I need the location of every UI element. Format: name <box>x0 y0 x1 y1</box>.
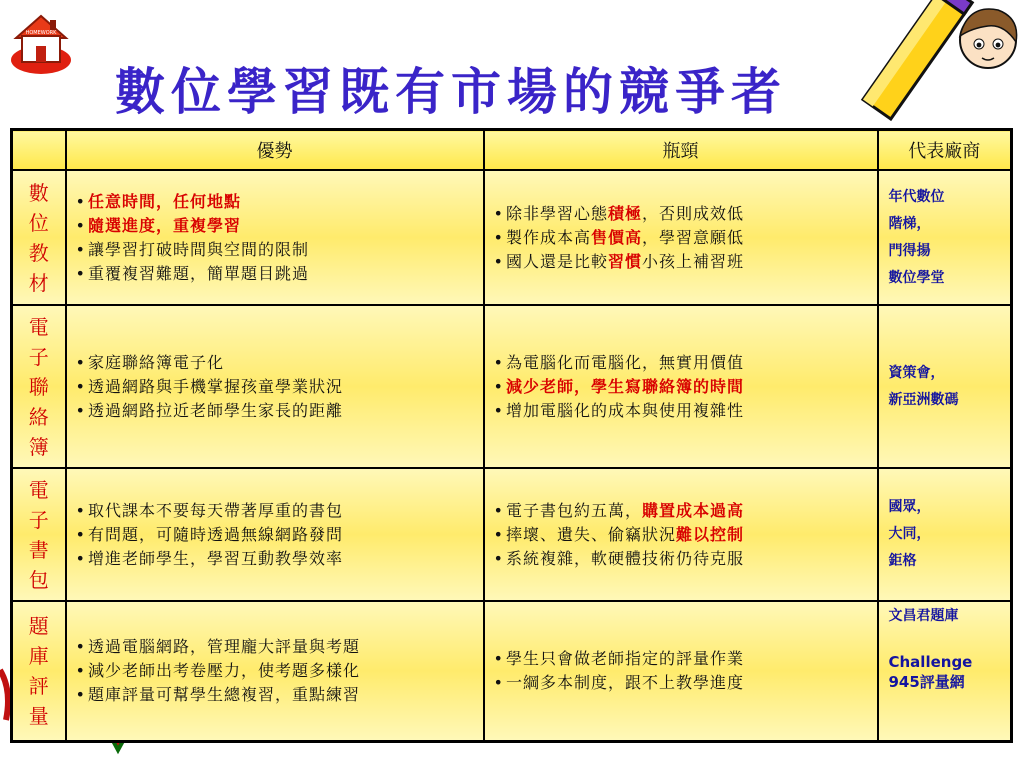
advantages-list <box>68 351 482 423</box>
category-char: 絡 <box>28 404 49 429</box>
bullet-text: 透過電腦網路，管理龐大評量與考題 <box>87 636 360 656</box>
bullet-item <box>76 190 476 214</box>
bullet-text: 學生只會做老師指定的評量作業 <box>505 648 744 668</box>
vendors-cell <box>878 468 1012 601</box>
vendors-cell <box>878 601 1012 741</box>
row-category <box>12 468 66 601</box>
category-char: 庫 <box>28 643 49 668</box>
house-logo-icon <box>6 8 76 82</box>
vendor-name: 門得揚 <box>888 242 931 259</box>
category-char: 題 <box>28 613 49 638</box>
vendor-name: 文昌君題庫 <box>888 608 959 624</box>
row-category <box>12 601 66 741</box>
bullet-text: 重覆複習難題，簡單題目跳過 <box>87 263 309 283</box>
logo-label: HOMEWORK <box>25 30 57 36</box>
bottlenecks-cell <box>484 601 878 741</box>
bullet-text: ，學習意願低 <box>641 227 744 247</box>
bottlenecks-list <box>486 647 876 695</box>
vendor-name: 資策會， <box>888 364 945 381</box>
vendor-name: 大同， <box>888 526 931 542</box>
header-bottlenecks: 瓶頸 <box>484 130 878 171</box>
highlight-text: 購置成本過高 <box>641 500 744 520</box>
bullet-item <box>494 202 870 226</box>
vendor-name: 階梯， <box>888 215 931 232</box>
bullet-text: 一綱多本制度，跟不上教學進度 <box>505 672 744 692</box>
vendor-name: 年代數位 <box>888 188 945 205</box>
bottlenecks-cell <box>484 468 878 601</box>
vendor-name: 國眾， <box>888 499 931 515</box>
bullet-text: 取代課本不要每天帶著厚重的書包 <box>87 500 343 520</box>
header-corner <box>12 130 66 171</box>
vendors-cell <box>878 170 1012 305</box>
competitor-table <box>10 128 1013 743</box>
bullet-text: 製作成本高 <box>505 227 591 247</box>
bullet-item <box>76 659 476 683</box>
bullet-item <box>76 499 476 523</box>
vendor-name: 945評量網 <box>888 673 965 691</box>
vendor-name: Challenge <box>888 653 973 671</box>
bullet-text: 家庭聯絡簿電子化 <box>87 352 224 372</box>
category-char: 簿 <box>28 434 49 459</box>
table-row <box>12 468 1012 601</box>
header-advantages: 優勢 <box>66 130 484 171</box>
highlight-text: 難以控制 <box>675 524 744 544</box>
bullet-text: 透過網路與手機掌握孩童學業狀況 <box>87 376 343 396</box>
bullet-item <box>76 375 476 399</box>
vendor-name: 新亞洲數碼 <box>888 391 959 408</box>
bullet-text: 電子書包約五萬， <box>505 500 642 520</box>
table-row <box>12 170 1012 305</box>
bullet-item <box>494 671 870 695</box>
bullet-text: 透過網路拉近老師學生家長的距離 <box>87 400 343 420</box>
category-char: 量 <box>28 703 49 728</box>
bullet-item <box>76 523 476 547</box>
table-header-row <box>12 130 1012 171</box>
vendor-name: 鉅格 <box>888 553 917 569</box>
bullet-text: 國人還是比較 <box>505 251 608 271</box>
highlight-text: 減少老師，學生寫聯絡簿的時間 <box>505 376 744 396</box>
category-char: 書 <box>28 537 49 562</box>
bullet-item <box>494 226 870 250</box>
row-category <box>12 305 66 468</box>
advantages-cell <box>66 170 484 305</box>
advantages-cell <box>66 601 484 741</box>
bullet-item <box>494 499 870 523</box>
bullet-item <box>76 683 476 707</box>
page-title: 數位學習既有市場的競爭者 <box>115 62 787 121</box>
bullet-text: 題庫評量可幫學生總複習，重點練習 <box>87 684 360 704</box>
bullet-text: 為電腦化而電腦化，無實用價值 <box>505 352 744 372</box>
category-char: 包 <box>28 567 49 592</box>
bottlenecks-cell <box>484 170 878 305</box>
bullet-text: 讓學習打破時間與空間的限制 <box>87 239 309 259</box>
bullet-text: 摔壞、遺失、偷竊狀況 <box>505 524 676 544</box>
vendor-name: 數位學堂 <box>888 269 945 286</box>
category-char: 電 <box>28 314 49 339</box>
bullet-text: 減少老師出考卷壓力，使考題多樣化 <box>87 660 360 680</box>
highlight-text: 習慣 <box>607 251 642 271</box>
advantages-list <box>68 190 482 286</box>
bullet-text: 小孩上補習班 <box>641 251 744 271</box>
category-char: 子 <box>28 344 49 369</box>
advantages-list <box>68 635 482 707</box>
bullet-item <box>494 647 870 671</box>
table-row <box>12 601 1012 741</box>
header-vendors: 代表廠商 <box>878 130 1012 171</box>
advantages-list <box>68 499 482 571</box>
bullet-text: 增進老師學生，學習互動教學效率 <box>87 548 343 568</box>
bullet-text: ，否則成效低 <box>641 203 744 223</box>
row-category <box>12 170 66 305</box>
bullet-item <box>76 214 476 238</box>
advantages-cell <box>66 305 484 468</box>
category-char: 評 <box>28 673 49 698</box>
advantages-cell <box>66 468 484 601</box>
bullet-text: 增加電腦化的成本與使用複雜性 <box>505 400 744 420</box>
bullet-item <box>494 351 870 375</box>
bullet-item <box>76 399 476 423</box>
category-char: 材 <box>28 270 49 295</box>
bottlenecks-list <box>486 499 876 571</box>
bottlenecks-cell <box>484 305 878 468</box>
pencil-mascot-icon <box>848 0 1024 132</box>
bullet-text: 有問題，可隨時透過無線網路發問 <box>87 524 343 544</box>
category-char: 位 <box>28 210 49 235</box>
category-char: 電 <box>28 477 49 502</box>
highlight-text: 任意時間，任何地點 <box>87 191 241 211</box>
bullet-item <box>76 238 476 262</box>
highlight-text: 隨選進度，重複學習 <box>87 215 241 235</box>
bullet-item <box>494 375 870 399</box>
highlight-text: 積極 <box>607 203 642 223</box>
bullet-item <box>76 547 476 571</box>
category-char: 數 <box>28 180 49 205</box>
category-char: 聯 <box>28 374 49 399</box>
bullet-item <box>494 523 870 547</box>
bullet-text: 系統複雜，軟硬體技術仍待克服 <box>505 548 744 568</box>
vendors-cell <box>878 305 1012 468</box>
bullet-item <box>76 351 476 375</box>
category-char: 教 <box>28 240 49 265</box>
bullet-item <box>494 250 870 274</box>
bullet-item <box>76 635 476 659</box>
bullet-item <box>76 262 476 286</box>
highlight-text: 售價高 <box>590 227 642 247</box>
bottlenecks-list <box>486 202 876 274</box>
bottlenecks-list <box>486 351 876 423</box>
bullet-item <box>494 399 870 423</box>
bullet-text: 除非學習心態 <box>505 203 608 223</box>
bullet-item <box>494 547 870 571</box>
vendor-name <box>889 630 1010 652</box>
table-row <box>12 305 1012 468</box>
category-char: 子 <box>28 507 49 532</box>
